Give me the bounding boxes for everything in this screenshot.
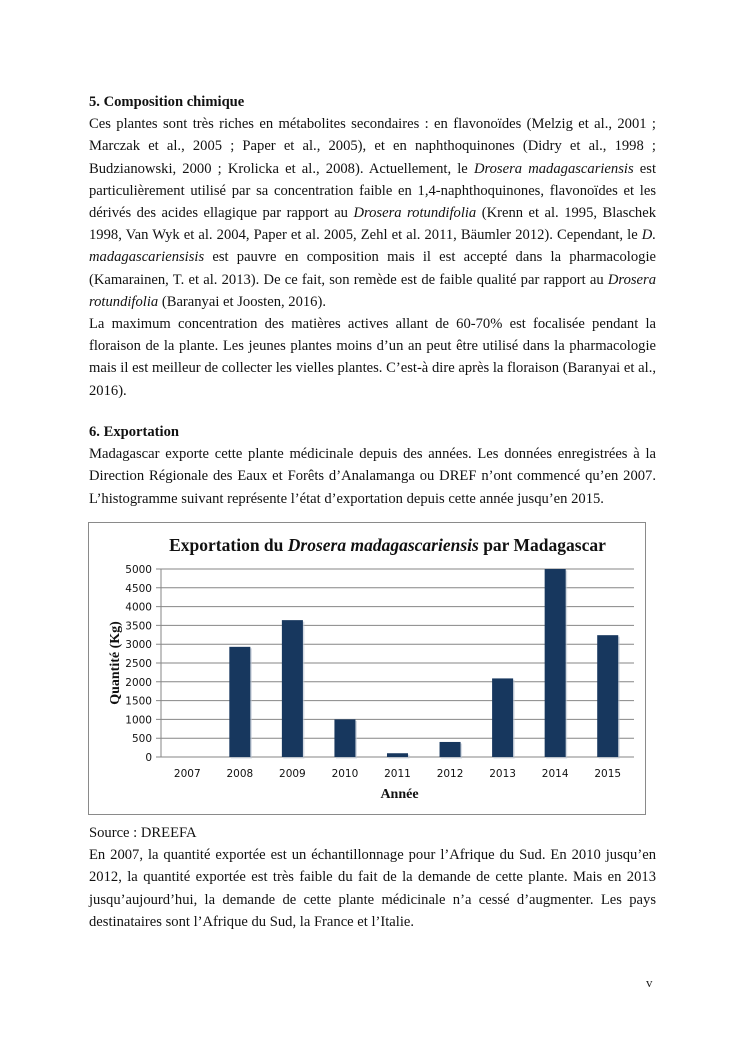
page-number: v [646, 975, 653, 990]
paragraph [89, 113, 656, 313]
y-tick-label: 2500 [125, 658, 152, 670]
bar-2011 [387, 753, 408, 757]
text-run: Ces plantes sont très riches en métabolites secondaires : en flavonoïdes (Melzig et al., 2001 ; Marczak et al., 2005 ; Paper et al., 2005), et en naphthoquinones (Didry et al., 1998 ; Budzianowski, 2000 ; Krolicka et al., 2008). Actuellement, le [89, 116, 656, 177]
y-tick-label: 5000 [125, 564, 152, 576]
y-tick-label: 1500 [125, 695, 152, 708]
y-tick-label: 2000 [125, 676, 152, 689]
chart-title-species: Drosera madagascariensis [287, 535, 479, 555]
y-tick-label: 0 [145, 752, 152, 764]
x-tick-label: 2009 [279, 768, 306, 780]
italic-species-name: Drosera rotundifolia [353, 205, 477, 222]
section-composition-chimique [89, 91, 656, 402]
text-run: est particulièrement utilisé par sa concentration faible en 1,4-naphthoquinones, flavonoïdes et les dérivés des acides ellagique par rapport au [89, 160, 656, 222]
x-tick-label: 2012 [436, 768, 464, 780]
x-tick-label: 2007 [173, 768, 201, 780]
chart-title [169, 535, 606, 555]
x-axis-label: Année [380, 787, 419, 802]
text-run: (Krenn et al. 1995, Blaschek 1998, Van Wyk et al. 2004, Paper et al. 2005, Zehl et al. 2011, Bäumler 2012). Cependant, le [89, 205, 656, 244]
paragraph: La maximum concentration des matières actives allant de 60-70% est focalisée pendant la floraison de la plante. Les jeunes plantes moins d’un an peut être utilisé dans la pharmacologie mais il est meilleur de collecter les vielles plantes. C’est-à dire après la floraison (Baranyai et al., 2016). [89, 316, 656, 399]
x-tick-label: 2014 [541, 768, 569, 780]
text-run: (Baranyai et Joosten, 2016). [158, 293, 326, 310]
bar-2009 [282, 620, 303, 757]
bar-2012 [440, 742, 461, 757]
text-run: est pauvre en composition mais il est accepté dans la pharmacologie (Kamarainen, T. et al. 2013). De ce fait, son remède est de faible qualité par rapport au [89, 249, 656, 288]
italic-species-name: Drosera rotundifolia [89, 271, 656, 310]
x-tick-label: 2010 [331, 768, 359, 780]
bar-2015 [597, 635, 618, 757]
x-tick-label: 2008 [226, 768, 254, 780]
chart-title-run: Exportation du [169, 535, 288, 555]
section-heading: 6. Exportation [89, 424, 179, 440]
y-tick-label: 4000 [125, 601, 152, 614]
x-tick-label: 2013 [489, 768, 516, 780]
italic-species-name: Drosera madagascariensis [473, 160, 634, 177]
bar-2010 [334, 719, 355, 757]
bar-2008 [229, 647, 250, 757]
chart-svg [89, 523, 647, 816]
italic-species-name: D. madagascariensisis [89, 227, 656, 266]
chart-commentary [89, 822, 656, 933]
y-tick-label: 3500 [125, 620, 152, 633]
export-bar-chart [88, 522, 646, 815]
y-axis-label: Quantité (Kg) [108, 621, 123, 705]
x-tick-label: 2011 [384, 768, 411, 780]
section-exportation [89, 421, 656, 510]
y-tick-label: 3000 [125, 639, 152, 652]
y-tick-label: 1000 [125, 714, 152, 727]
paragraph: Madagascar exporte cette plante médicinale depuis des années. Les données enregistrées à la Direction Régionale des Eaux et Forêts d’Analamanga ou DREF n’ont commencé qu’en 2007. L’histogramme suivant représente l’état d’exportation depuis cette année jusqu’en 2015. [89, 446, 656, 507]
y-tick-label: 500 [131, 733, 152, 746]
paragraph: En 2007, la quantité exportée est un échantillonnage pour l’Afrique du Sud. En 2010 jusqu’en 2012, la quantité exportée est très faible du fait de la demande de cette plante. Mais en 2013 jusqu’aujourd’hui, la demande de cette plante médicinale n’a cessé d’augmenter. Les pays destinataires sont l’Afrique du Sud, la France et l’Italie. [89, 847, 656, 930]
x-tick-label: 2015 [594, 768, 622, 780]
chart-title-run: par Madagascar [478, 535, 606, 555]
section-heading: 5. Composition chimique [89, 94, 245, 110]
bar-2014 [545, 569, 566, 757]
chart-source: Source : DREEFA [89, 825, 197, 841]
bar-2013 [492, 678, 513, 757]
y-tick-label: 4500 [125, 582, 152, 595]
